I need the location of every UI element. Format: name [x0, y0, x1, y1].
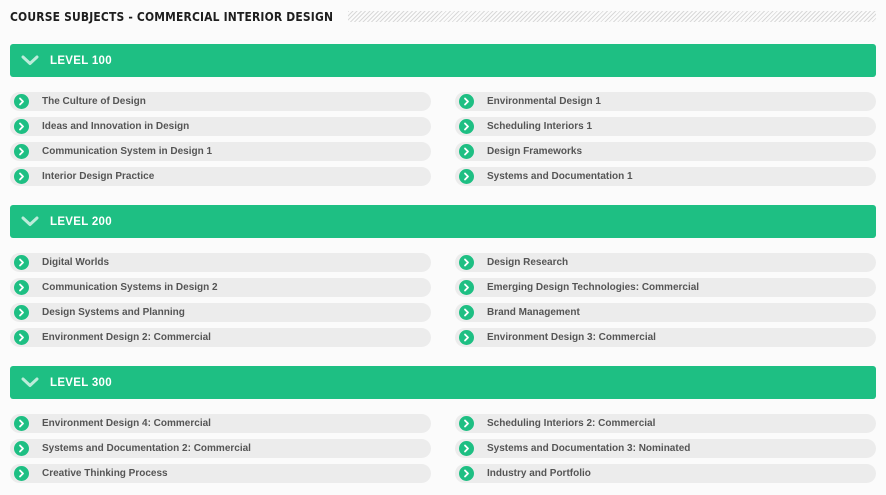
- subject-label: Communication System in Design 1: [42, 146, 213, 157]
- chevron-right-circle-icon: [14, 416, 29, 431]
- subject-item[interactable]: [10, 303, 431, 322]
- subject-label: Systems and Documentation 3: Nominated: [487, 443, 691, 454]
- subject-label: Industry and Portfolio: [487, 468, 591, 479]
- subject-label: Scheduling Interiors 2: Commercial: [487, 418, 656, 429]
- subject-item[interactable]: [455, 117, 876, 136]
- chevron-right-circle-icon: [459, 330, 474, 345]
- chevron-right-circle-icon: [14, 144, 29, 159]
- chevron-right-circle-icon: [14, 330, 29, 345]
- subject-item[interactable]: [10, 414, 431, 433]
- subject-label: Environment Design 2: Commercial: [42, 332, 211, 343]
- level-toggle-100[interactable]: [10, 44, 876, 77]
- chevron-right-circle-icon: [14, 466, 29, 481]
- subject-label: Systems and Documentation 1: [487, 171, 633, 182]
- level-label: LEVEL 300: [50, 376, 112, 389]
- subject-item[interactable]: [455, 253, 876, 272]
- subject-item[interactable]: [455, 439, 876, 458]
- level-toggle-200[interactable]: [10, 205, 876, 238]
- page-title: COURSE SUBJECTS - COMMERCIAL INTERIOR DESIGN: [10, 8, 334, 24]
- subject-label: The Culture of Design: [42, 96, 146, 107]
- subject-item[interactable]: [455, 92, 876, 111]
- subject-item[interactable]: [455, 167, 876, 186]
- page-header: [10, 6, 876, 26]
- subject-label: Creative Thinking Process: [42, 468, 168, 479]
- chevron-right-circle-icon: [459, 255, 474, 270]
- subject-item[interactable]: [10, 167, 431, 186]
- subject-label: Emerging Design Technologies: Commercial: [487, 282, 700, 293]
- subject-item[interactable]: [10, 92, 431, 111]
- subject-item[interactable]: [455, 303, 876, 322]
- level-section-300: [10, 366, 876, 483]
- subject-label: Systems and Documentation 2: Commercial: [42, 443, 251, 454]
- subject-label: Design Research: [487, 257, 569, 268]
- level-section-200: [10, 205, 876, 347]
- subject-item[interactable]: [10, 142, 431, 161]
- chevron-down-icon: [20, 54, 40, 68]
- level-label: LEVEL 100: [50, 54, 112, 67]
- subject-list: [10, 253, 876, 347]
- subject-label: Interior Design Practice: [42, 171, 155, 182]
- level-label: LEVEL 200: [50, 215, 112, 228]
- subject-item[interactable]: [10, 328, 431, 347]
- subject-label: Ideas and Innovation in Design: [42, 121, 190, 132]
- level-toggle-300[interactable]: [10, 366, 876, 399]
- chevron-right-circle-icon: [459, 144, 474, 159]
- chevron-right-circle-icon: [459, 119, 474, 134]
- chevron-right-circle-icon: [459, 280, 474, 295]
- chevron-right-circle-icon: [14, 305, 29, 320]
- subject-label: Environment Design 4: Commercial: [42, 418, 211, 429]
- chevron-right-circle-icon: [14, 280, 29, 295]
- subject-label: Digital Worlds: [42, 257, 110, 268]
- chevron-right-circle-icon: [459, 466, 474, 481]
- subject-label: Design Systems and Planning: [42, 307, 185, 318]
- chevron-right-circle-icon: [459, 94, 474, 109]
- chevron-right-circle-icon: [14, 441, 29, 456]
- subject-label: Environment Design 3: Commercial: [487, 332, 656, 343]
- chevron-right-circle-icon: [14, 255, 29, 270]
- chevron-right-circle-icon: [14, 169, 29, 184]
- chevron-down-icon: [20, 376, 40, 390]
- subject-list: [10, 92, 876, 186]
- title-divider: [348, 11, 876, 22]
- chevron-right-circle-icon: [459, 305, 474, 320]
- subject-item[interactable]: [455, 142, 876, 161]
- subject-label: Brand Management: [487, 307, 580, 318]
- subject-item[interactable]: [455, 414, 876, 433]
- chevron-right-circle-icon: [459, 169, 474, 184]
- subject-label: Scheduling Interiors 1: [487, 121, 593, 132]
- subject-item[interactable]: [10, 439, 431, 458]
- subject-label: Design Frameworks: [487, 146, 583, 157]
- chevron-right-circle-icon: [459, 441, 474, 456]
- chevron-right-circle-icon: [14, 94, 29, 109]
- subject-item[interactable]: [455, 328, 876, 347]
- chevron-right-circle-icon: [14, 119, 29, 134]
- subject-item[interactable]: [455, 464, 876, 483]
- subject-item[interactable]: [10, 117, 431, 136]
- subject-item[interactable]: [10, 253, 431, 272]
- chevron-down-icon: [20, 215, 40, 229]
- subject-label: Communication Systems in Design 2: [42, 282, 218, 293]
- subject-list: [10, 414, 876, 483]
- subject-item[interactable]: [10, 278, 431, 297]
- subject-item[interactable]: [10, 464, 431, 483]
- subject-label: Environmental Design 1: [487, 96, 601, 107]
- subject-item[interactable]: [455, 278, 876, 297]
- level-section-100: [10, 44, 876, 186]
- chevron-right-circle-icon: [459, 416, 474, 431]
